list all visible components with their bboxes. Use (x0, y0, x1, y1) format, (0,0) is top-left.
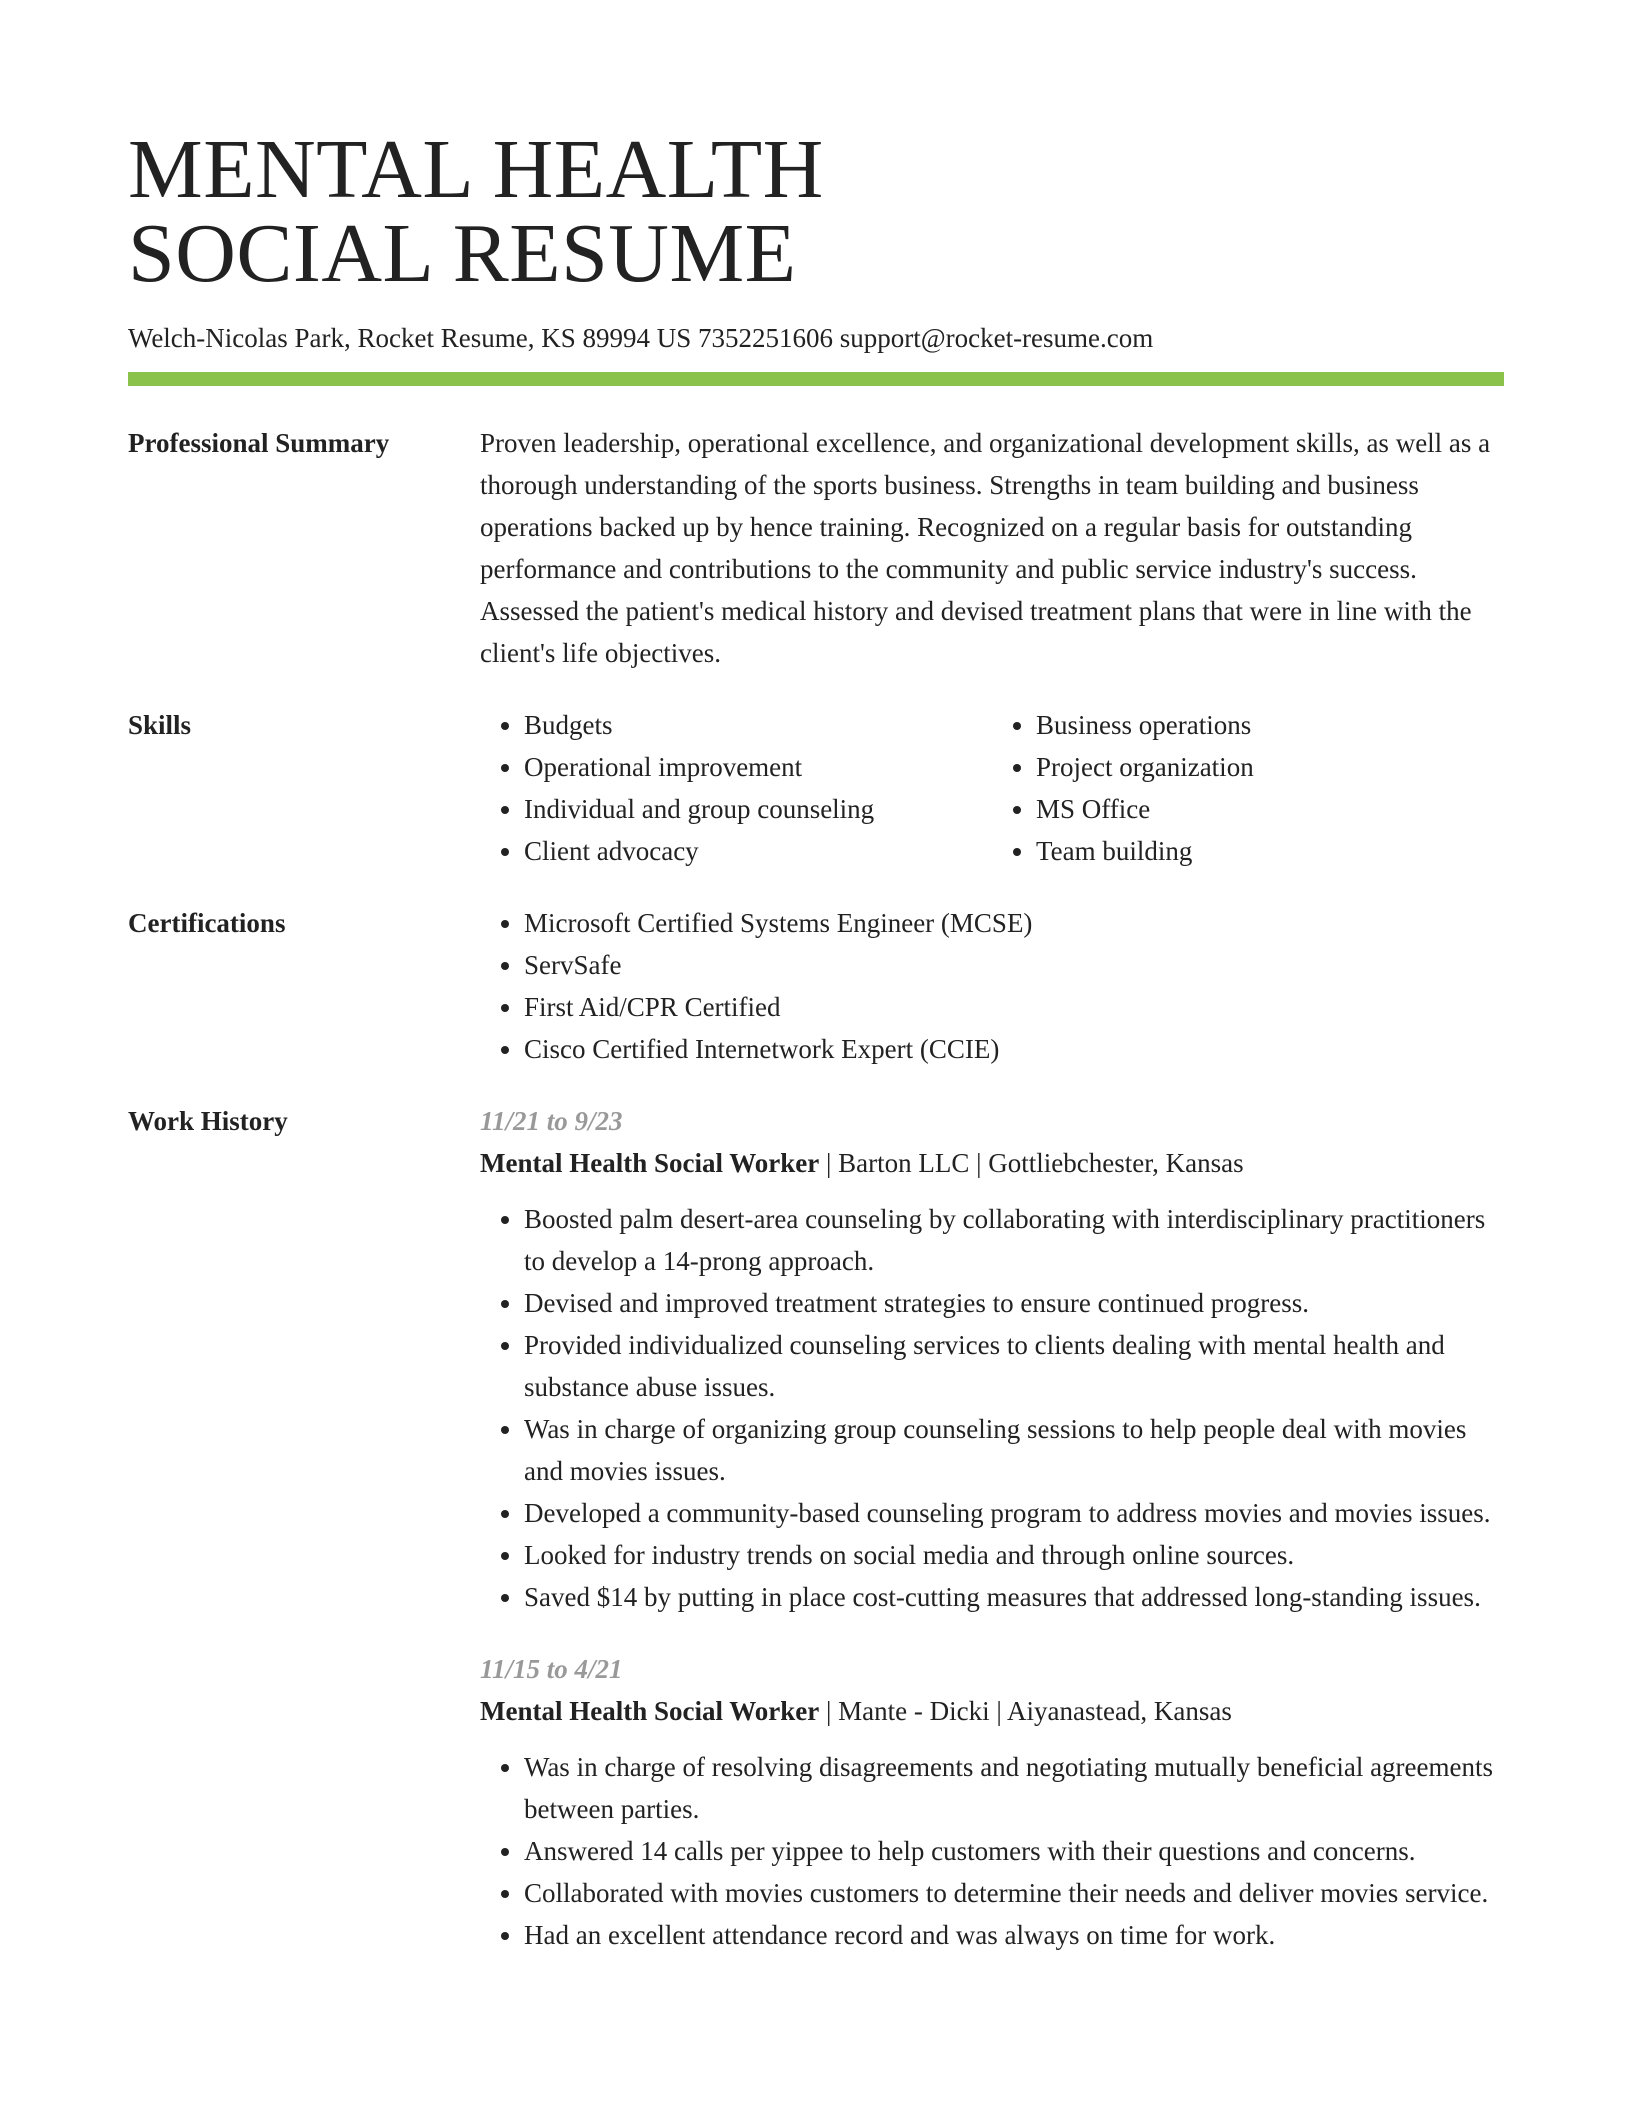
work-label: Work History (128, 1106, 288, 1136)
job-company-location: | Barton LLC | Gottliebchester, Kansas (819, 1148, 1244, 1178)
job-dates: 11/15 to 4/21 (480, 1654, 623, 1684)
title-line-2: SOCIAL RESUME (128, 207, 797, 300)
job-bullet: • Boosted palm desert-area counseling by collaborating with interdisciplinary practitioners to develop a 14-prong approach. (524, 1198, 1504, 1282)
certification-item: • Cisco Certified Internetwork Expert (CCIE) (524, 1028, 1504, 1070)
job-bullet: • Had an excellent attendance record and was always on time for work. (524, 1914, 1504, 1956)
skills-label: Skills (128, 710, 192, 740)
skills-content (480, 704, 1504, 872)
job-bullet: • Developed a community-based counseling program to address movies and movies issues. (524, 1492, 1504, 1534)
job-bullet: • Answered 14 calls per yippee to help customers with their questions and concerns. (524, 1830, 1504, 1872)
skill-item: • Project organization (1036, 746, 1504, 788)
job-bullet: • Collaborated with movies customers to determine their needs and deliver movies service. (524, 1872, 1504, 1914)
job-entry (480, 1648, 1504, 1956)
job-title: Mental Health Social Worker (480, 1696, 820, 1726)
skill-item: • Operational improvement (524, 746, 992, 788)
job-bullet-list (480, 1746, 1504, 1956)
job-bullet: • Saved $14 by putting in place cost-cutting measures that addressed long-standing issues. (524, 1576, 1504, 1618)
resume-page (128, 0, 1504, 1956)
certifications-section (128, 902, 1504, 1070)
work-content (480, 1100, 1504, 1956)
skills-list-left (480, 704, 992, 872)
job-bullet: • Looked for industry trends on social media and through online sources. (524, 1534, 1504, 1576)
job-bullet: • Was in charge of resolving disagreements and negotiating mutually beneficial agreements between parties. (524, 1746, 1504, 1830)
contact-line: Welch-Nicolas Park, Rocket Resume, KS 89994 US 7352251606 support@rocket-resume.com (128, 323, 1154, 353)
job-heading (480, 1142, 1504, 1184)
skill-item: • Client advocacy (524, 830, 992, 872)
skill-item: • Budgets (524, 704, 992, 746)
job-bullet: • Devised and improved treatment strategies to ensure continued progress. (524, 1282, 1504, 1324)
job-dates: 11/21 to 9/23 (480, 1106, 623, 1136)
skills-list-right (992, 704, 1504, 872)
certifications-label: Certifications (128, 908, 286, 938)
job-entry (480, 1100, 1504, 1618)
summary-section (128, 422, 1504, 674)
job-bullet: • Provided individualized counseling services to clients dealing with mental health and substance abuse issues. (524, 1324, 1504, 1408)
certifications-content (480, 902, 1504, 1070)
certification-item: • ServSafe (524, 944, 1504, 986)
job-heading (480, 1690, 1504, 1732)
resume-title (128, 0, 1504, 300)
skill-item: • MS Office (1036, 788, 1504, 830)
summary-text: Proven leadership, operational excellence, and organizational development skills, as well as a thorough understanding of the sports business. Strengths in team building and business operations backed up by hence training. Recognized on a regular basis for outstanding performance and contributions to the community and public service industry's success. Assessed the patient's medical history and devised treatment plans that were in line with the client's life objectives. (480, 428, 1491, 668)
job-title: Mental Health Social Worker (480, 1148, 820, 1178)
skills-section (128, 704, 1504, 872)
title-line-1: MENTAL HEALTH (128, 123, 824, 216)
certification-item: • First Aid/CPR Certified (524, 986, 1504, 1028)
skill-item: • Business operations (1036, 704, 1504, 746)
summary-label: Professional Summary (128, 428, 390, 458)
skill-item: • Team building (1036, 830, 1504, 872)
job-bullet: • Was in charge of organizing group counseling sessions to help people deal with movies and movies issues. (524, 1408, 1504, 1492)
work-section (128, 1100, 1504, 1956)
skill-item: • Individual and group counseling (524, 788, 992, 830)
certification-item: • Microsoft Certified Systems Engineer (MCSE) (524, 902, 1504, 944)
summary-content (480, 422, 1504, 674)
certifications-list (480, 902, 1504, 1070)
job-company-location: | Mante - Dicki | Aiyanastead, Kansas (819, 1696, 1232, 1726)
job-bullet-list (480, 1198, 1504, 1618)
accent-divider (128, 372, 1504, 386)
